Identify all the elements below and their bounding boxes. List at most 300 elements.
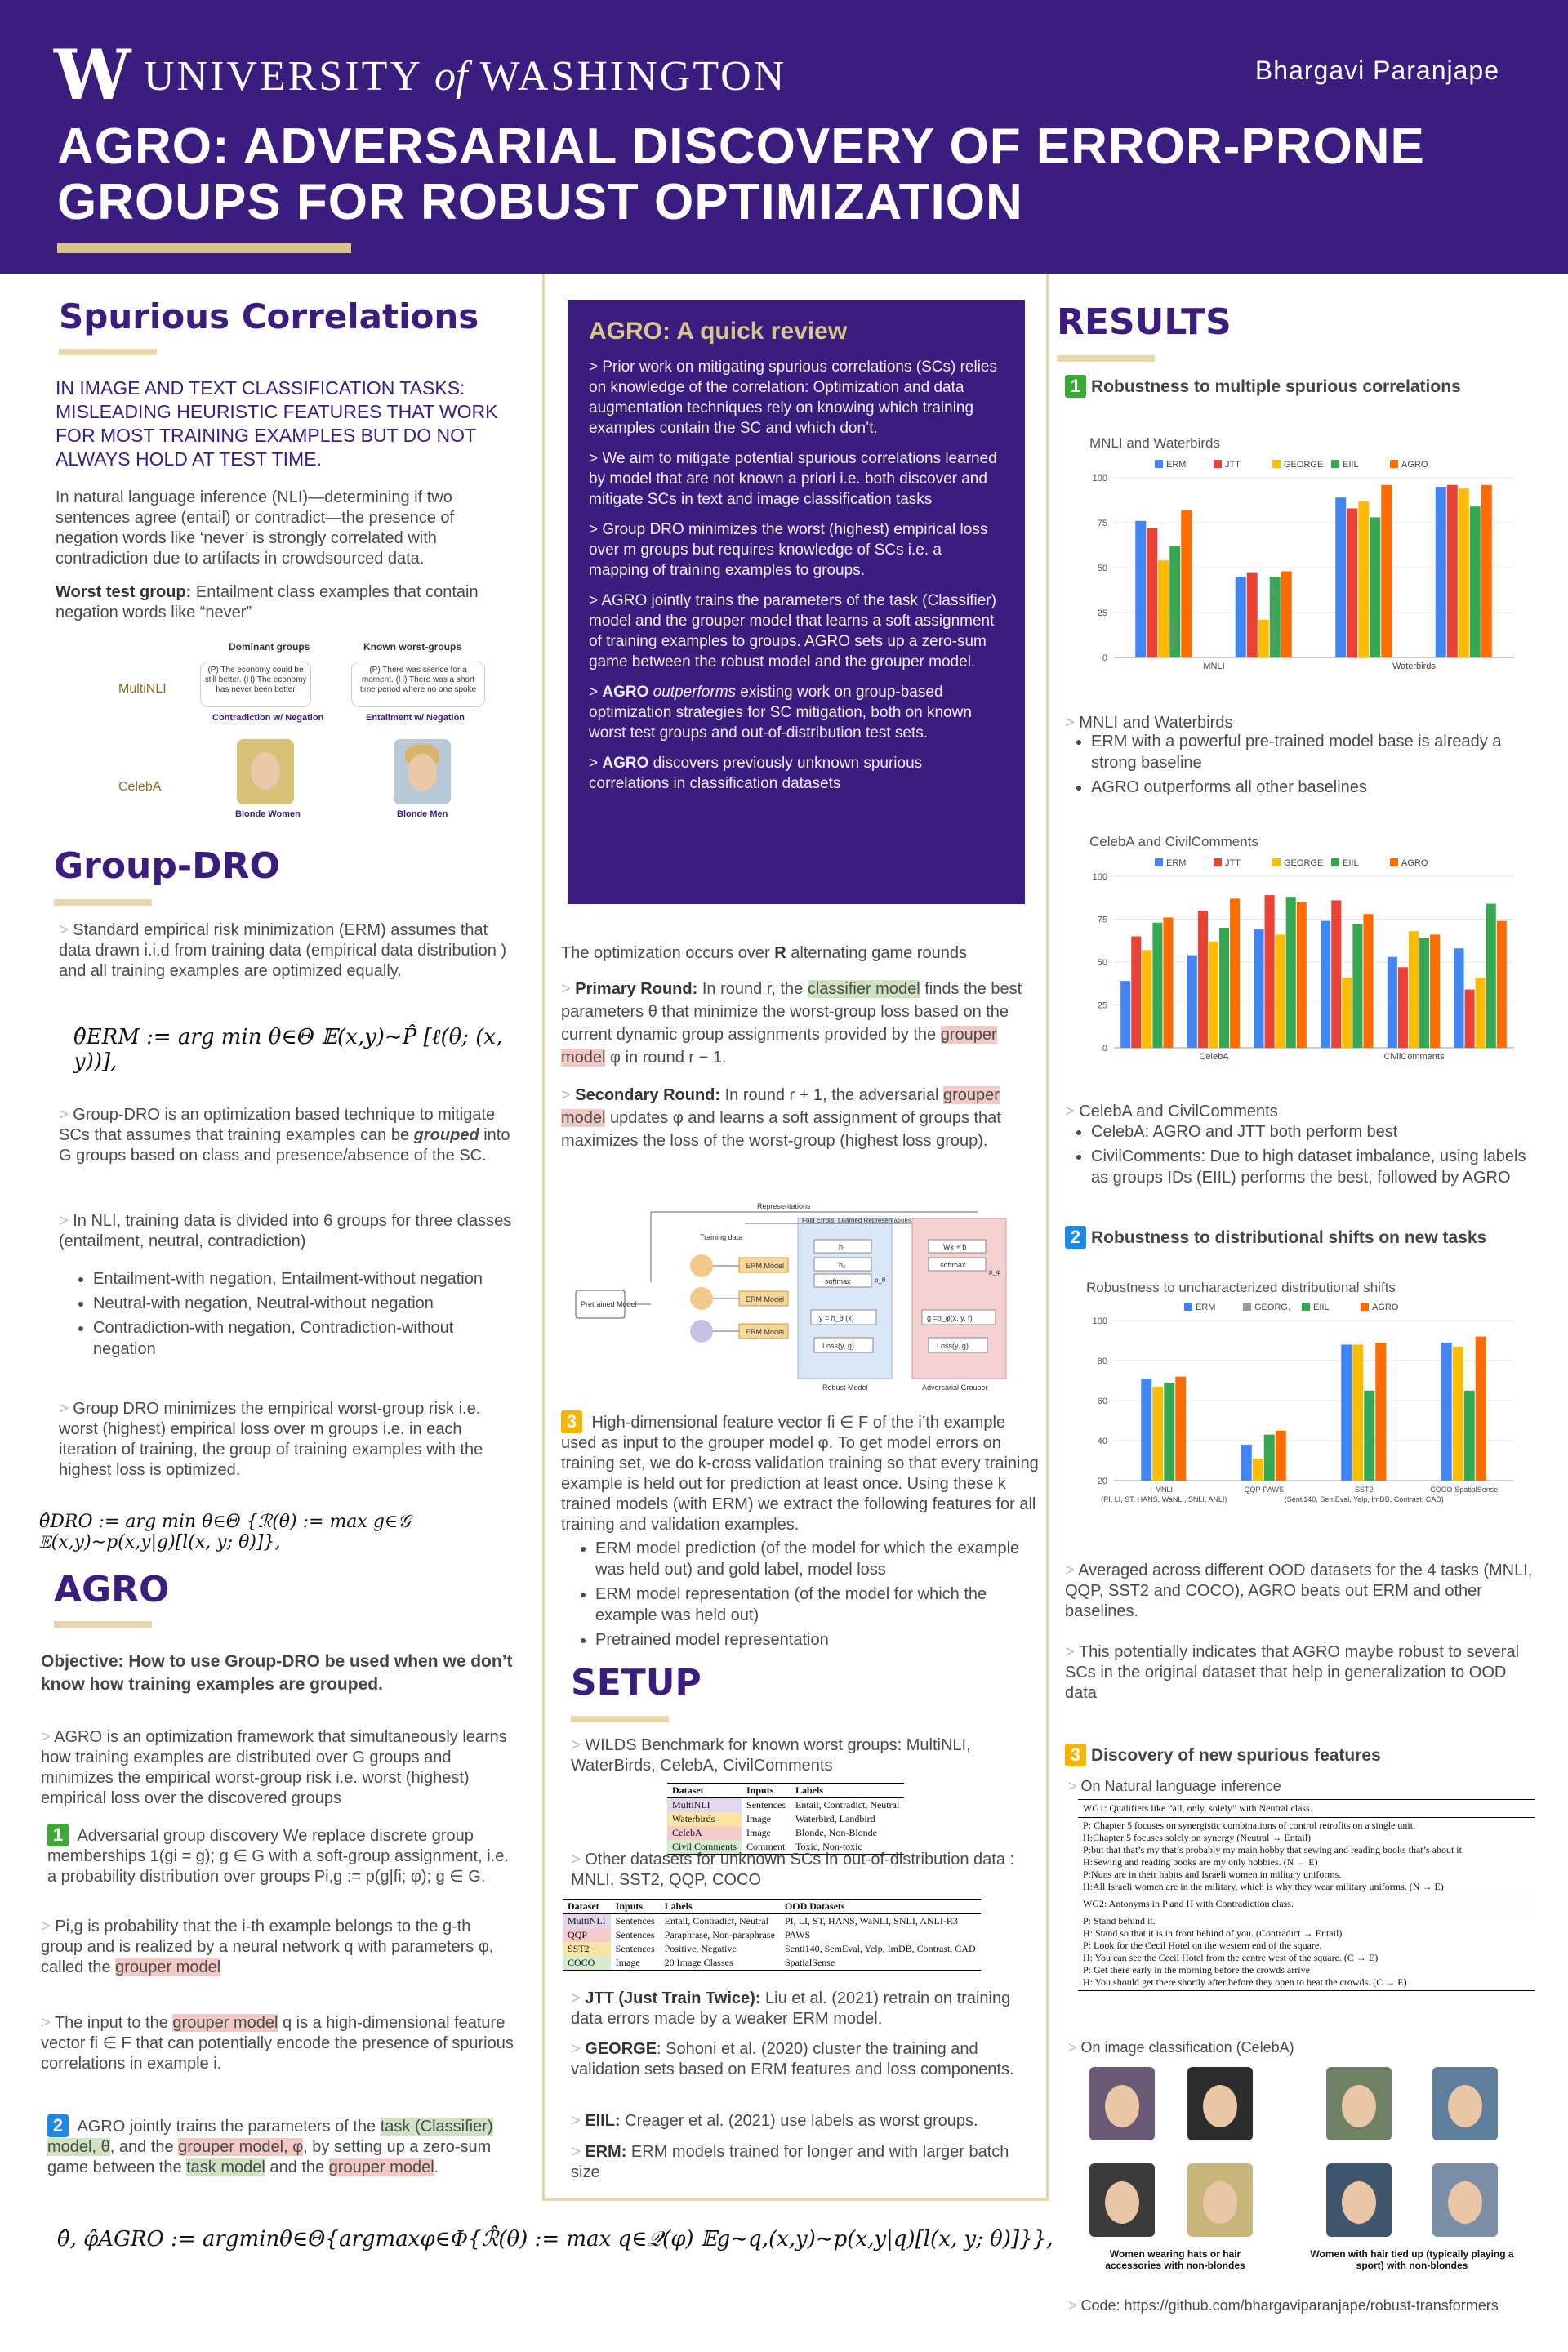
bar: [1236, 577, 1246, 657]
x-tick-label: QQP-PAWS: [1244, 1486, 1285, 1494]
y-tick-label: 20: [1097, 1477, 1107, 1486]
x-tick-label: CelebA: [1199, 1052, 1229, 1062]
list-item: • CelebA: AGRO and JTT both perform best: [1091, 1121, 1530, 1143]
blonde-woman-photo: [237, 739, 294, 804]
celeba-photo: [1089, 2067, 1155, 2140]
table-cell: Entail, Contradict, Neutral: [795, 1799, 900, 1811]
george-label: GEORGE: [585, 2040, 657, 2058]
x-tick-label: CivilComments: [1383, 1052, 1445, 1062]
bar: [1481, 485, 1492, 657]
fig-caption-blonde-women: Blonde Women: [235, 809, 301, 819]
worst-group-text: [56, 582, 513, 623]
bar: [1331, 900, 1341, 1048]
wg-line: P: Chapter 5 focuses on synergistic combinations of control retrofits on a single unit.: [1083, 1820, 1416, 1831]
agro-p5g: and the: [265, 2158, 329, 2176]
list-item: • Entailment-with negation, Entailment-without negation: [93, 1268, 516, 1290]
x-tick-label: (PI, LI, ST, HANS, WaNLI, SNLI, ANLI): [1101, 1495, 1227, 1503]
results-b1: > MNLI and Waterbirds: [1065, 714, 1233, 732]
chart-celeba-civilcomments: [1073, 852, 1530, 1080]
bar: [1158, 560, 1169, 657]
dataset-table-ood: [563, 1899, 981, 1971]
fig-col-dominant: Dominant groups: [229, 641, 310, 653]
dro-equation: θ̂DRO := arg min θ∈Θ {ℛ(θ) := max g∈𝒢 𝔼(x,y)∼p(x,y|g)[l(x, y; θ)]},: [39, 1512, 411, 1552]
results-img-label: > On image classification (CelebA): [1068, 2039, 1294, 2056]
table-row: [563, 1942, 981, 1956]
agro-p3: > Pi,g is probability that the i-th example belongs to the g-th group and is realized by a neural network q with parameters φ, called the grouper model: [41, 1918, 494, 1976]
bar: [1441, 1343, 1452, 1481]
spurious-heading: Spurious Correlations: [59, 296, 479, 336]
groupdro-p4: > Group DRO minimizes the empirical worst-group risk i.e. worst (highest) empirical loss over m groups i.e. in each iteration of training, the group of training examples with the highest loss is optimized.: [59, 1400, 483, 1479]
agro-p4a: The input to the: [54, 2014, 173, 2032]
agro-p5i: .: [434, 2158, 439, 2176]
legend-label: JTT: [1225, 460, 1241, 470]
bar: [1388, 957, 1397, 1048]
setup-eiil: > EIIL: Creager et al. (2021) use labels as worst groups.: [571, 2112, 978, 2130]
table-cell: SpatialSense: [784, 1957, 835, 1968]
bar: [1198, 911, 1208, 1048]
x-tick-label: MNLI: [1155, 1486, 1174, 1494]
legend-swatch: [1302, 1303, 1310, 1311]
diagram-h2: h₂: [839, 1261, 846, 1269]
review-p6: > AGRO discovers previously unknown spurious correlations in classification datasets: [589, 755, 923, 792]
diagram-training-data: Training data: [700, 1233, 743, 1241]
table-header: Labels: [664, 1900, 693, 1912]
wg-line: H: Stand so that it is in front behind of you. (Contradict → Entail): [1083, 1927, 1343, 1939]
table-cell: SST2: [563, 1942, 611, 1956]
results-b1-lead: MNLI and Waterbirds: [1079, 714, 1233, 732]
wg1-examples: [1078, 1818, 1535, 1895]
fig-col-worst: Known worst-groups: [363, 641, 461, 653]
bar: [1409, 931, 1419, 1048]
bar: [1142, 950, 1152, 1048]
george-text: : Sohoni et al. (2020) cluster the training and validation sets based on ERM features and loss components.: [571, 2040, 1014, 2078]
y-tick-label: 100: [1092, 474, 1107, 483]
table-cell: Sentences: [746, 1799, 786, 1811]
bar: [1453, 1347, 1463, 1481]
spurious-nli-text: In natural language inference (NLI)—determining if two sentences agree (entail) or contradict—the presence of negation words like ‘never’ is strongly correlated with contradiction due to artifacts in crowdsourced data.: [56, 488, 455, 568]
wg-line: P: Stand behind it.: [1083, 1915, 1156, 1927]
celeba-photo: [1432, 2163, 1498, 2237]
bar: [1276, 934, 1285, 1048]
table-cell: COCO: [563, 1956, 611, 1971]
wg-line: H: You can see the Cecil Hotel from the centre west of the square. (C → E): [1083, 1952, 1379, 1963]
grouper-model-highlight: grouper model: [172, 2014, 278, 2032]
legend-label: EIIL: [1343, 460, 1359, 470]
results-p1-text: Averaged across different OOD datasets for the 4 tasks (MNLI, QQP, SST2 and COCO), AGRO beats out ERM and other baselines.: [1065, 1561, 1533, 1620]
legend-label: EIIL: [1343, 858, 1359, 868]
review-p1-text: Prior work on mitigating spurious correlations (SCs) relies on knowledge of the correlation: Optimization and data augmentation techniques rely on knowing which training examples contain the SC and which don’t.: [589, 359, 997, 437]
groupdro-p2a: Group-DRO is an optimization based technique to mitigate SCs that assumes that training examples can be: [59, 1106, 496, 1144]
wg-line: P: Get there early in the morning before the crowds arrive: [1083, 1964, 1310, 1976]
legend-swatch: [1184, 1303, 1192, 1311]
table-row: [563, 1956, 981, 1971]
feature-vector-text: [561, 1410, 1043, 1535]
results-s3-title: Discovery of new spurious features: [1091, 1746, 1381, 1765]
results-s3: [1065, 1744, 1381, 1766]
table-header: OOD Datasets: [784, 1900, 845, 1912]
uw-logo-icon: W: [54, 34, 131, 115]
bar: [1254, 929, 1264, 1048]
bar: [1141, 1379, 1152, 1481]
agro-heading: AGRO: [54, 1569, 170, 1610]
celeba-photo: [1187, 2067, 1253, 2140]
x-tick-label: (Senti140, SemEval, Yelp, ImDB, Contrast, CAD): [1284, 1495, 1444, 1503]
groupdro-p3-text: In NLI, training data is divided into 6 groups for three classes (entailment, neutral, contradiction): [59, 1212, 512, 1250]
list-item: • Neutral-with negation, Neutral-without negation: [93, 1293, 516, 1314]
bar: [1175, 1377, 1186, 1481]
table-row: [563, 1914, 981, 1929]
dataset-table-known: [667, 1783, 904, 1855]
fig-row-celeba: CelebA: [118, 780, 162, 794]
bar: [1486, 904, 1496, 1048]
table-cell: CelebA: [667, 1826, 742, 1840]
table-header: Inputs: [746, 1784, 774, 1796]
architecture-diagram: [569, 1200, 1035, 1396]
legend-label: JTT: [1225, 858, 1241, 868]
opt-intro-r: R: [774, 944, 786, 962]
bar: [1265, 895, 1275, 1048]
results-s1: [1065, 375, 1461, 398]
legend-label: GEORG.: [1254, 1303, 1291, 1312]
bar: [1164, 1383, 1174, 1481]
review-p2-text: We aim to mitigate potential spurious correlations learned by model that are not known a priori i.e. both discover and mitigate SCs in text and image classification tasks: [589, 450, 997, 508]
list-item: • ERM model prediction (of the model for which the example was held out) and gold label, model loss: [595, 1538, 1027, 1580]
bar: [1258, 620, 1269, 657]
chart1-title: MNLI and Waterbirds: [1089, 435, 1220, 451]
data-chunk-2: [690, 1287, 713, 1310]
legend-label: ERM: [1196, 1303, 1216, 1312]
fig-row-multinli: MultiNLI: [118, 682, 167, 696]
legend-label: GEORGE: [1284, 858, 1324, 868]
primary-round: > Primary Round: In round r, the classifier model finds the best parameters θ that minimize the worst-group loss based on the current dynamic group assignments provided by the grouper model φ in round r − 1.: [561, 980, 1022, 1067]
y-tick-label: 25: [1097, 608, 1107, 618]
results-b1-list: [1057, 731, 1530, 801]
table-header: Labels: [795, 1784, 824, 1796]
results-s2-title: Robustness to distributional shifts on new tasks: [1091, 1228, 1487, 1247]
fig-caption-entailment: Entailment w/ Negation: [366, 713, 466, 723]
review-p4-text: AGRO jointly trains the parameters of the task (Classifier) model and the grouper model that learns a soft assignment of training examples to groups. AGRO sets up a zero-sum game between the robust model and the grouper model.: [589, 592, 996, 670]
review-p4: > AGRO jointly trains the parameters of the task (Classifier) model and the grouper model that learns a soft assignment of training examples to groups. AGRO sets up a zero-sum game between the robust model and the grouper model.: [589, 592, 996, 670]
y-tick-label: 0: [1102, 653, 1107, 663]
celeba-photo: [1089, 2163, 1155, 2237]
feature-vector-desc: High-dimensional feature vector fi ∈ F of the i’th example used as input to the grouper model φ. To get model errors on training set, we do k-cross validation training so that every training example is held out for prediction at least once. Using these k trained models (with ERM) we extract the following features for all training and validation examples.: [561, 1414, 1039, 1534]
wg2-title: WG2: Antonyms in P and H with Contradiction class.: [1078, 1895, 1535, 1913]
results-b2: > CelebA and CivilComments: [1065, 1102, 1278, 1120]
bar: [1341, 1344, 1352, 1481]
list-item: • CivilComments: Due to high dataset imbalance, using labels as groups IDs (EIIL) performs the best, followed by AGRO: [1091, 1146, 1530, 1188]
list-item: • ERM with a powerful pre-trained model base is already a strong baseline: [1091, 731, 1530, 773]
agro-p4b: q is a high-dimensional feature vector fi ∈ F that can potentially encode the presence of spurious correlations in example i.: [41, 2014, 514, 2073]
list-item: • Pretrained model representation: [595, 1629, 1027, 1650]
table-cell: Toxic, Non-toxic: [795, 1841, 862, 1852]
university-name: [144, 52, 786, 100]
primary-b: finds the best parameters θ that minimize the worst-group loss based on the current dynamic group assignments provided by the: [561, 980, 1022, 1044]
optimization-intro: [561, 943, 1043, 964]
bar: [1181, 510, 1192, 657]
agro-p5e: , by setting up a zero-sum game between the: [47, 2138, 492, 2176]
legend-swatch: [1361, 1303, 1369, 1311]
number-badge-2: 2: [47, 2114, 69, 2137]
agro-p5: [47, 2114, 513, 2178]
y-tick-label: 100: [1092, 872, 1107, 882]
setup-george: > GEORGE: Sohoni et al. (2020) cluster the training and validation sets based on ERM features and loss components.: [571, 2040, 1014, 2078]
classifier-model-highlight: classifier model: [807, 980, 920, 998]
table-cell: Civil Comments: [667, 1840, 742, 1855]
list-item: • ERM model representation (of the model for which the example was held out): [595, 1584, 1027, 1626]
feature-bullets: [561, 1538, 1027, 1654]
bar: [1209, 942, 1218, 1048]
bar: [1219, 928, 1229, 1048]
caption-tied-hair: Women with hair tied up (typically playing a sport) with non-blondes: [1310, 2248, 1514, 2271]
data-chunk-3: [690, 1320, 713, 1343]
agro-equation: θ̂, φ̂AGRO := argminθ∈Θ{argmaxφ∈Φ{ℛ̂(θ) := max q∈𝒬(φ) 𝔼g∼q,(x,y)∼p(x,y|q)[l(x, y; θ)]}},: [57, 2227, 1054, 2252]
review-p6-agro: AGRO: [602, 755, 649, 772]
primary-a: In round r, the: [697, 980, 808, 998]
setup-jtt: > JTT (Just Train Twice): Liu et al. (2021) retrain on training data errors made by a weaker ERM model.: [571, 1989, 1011, 2028]
diagram-ptheta: p_θ: [875, 1276, 886, 1284]
erm-text: ERM models trained for longer and with larger batch size: [571, 2143, 1009, 2181]
table-row: [667, 1798, 904, 1813]
setup-heading: SETUP: [571, 1662, 702, 1704]
y-tick-label: 75: [1097, 915, 1107, 925]
poster-title: [57, 119, 1425, 230]
erm-equation: θ̂ERM := arg min θ∈Θ 𝔼(x,y)∼P̂ [ℓ(θ; (x, y))],: [74, 1025, 503, 1074]
table-cell: Sentences: [615, 1929, 655, 1940]
number-badge-1: 1: [1065, 375, 1086, 398]
table-cell: Image: [615, 1957, 640, 1968]
title-line-1: AGRO: ADVERSARIAL DISCOVERY OF ERROR-PRONE: [57, 118, 1425, 175]
table-cell: Paraphrase, Non-paraphrase: [664, 1929, 775, 1940]
bar-annotation: Negation: [1169, 619, 1178, 649]
table-cell: Sentences: [615, 1915, 655, 1927]
bar: [1253, 1459, 1263, 1481]
review-p5-outperforms: outperforms: [648, 684, 737, 701]
diagram-g: g =p_φ(x, y, f): [927, 1314, 973, 1322]
review-p6-text: discovers previously unknown spurious correlations in classification datasets: [589, 755, 923, 792]
diagram-softmax-2: softmax: [940, 1261, 966, 1269]
eiil-label: EIIL:: [585, 2112, 621, 2130]
results-underline: [1057, 355, 1155, 362]
task-model-highlight: task model: [186, 2158, 265, 2176]
celeba-photo: [1326, 2067, 1392, 2140]
results-nli-label: > On Natural language inference: [1068, 1778, 1281, 1794]
fig-caption-blonde-men: Blonde Men: [397, 809, 448, 819]
caption-hats: Women wearing hats or hair accessories with non-blondes: [1105, 2248, 1245, 2271]
chart3-title: Robustness to uncharacterized distributional shifts: [1086, 1280, 1396, 1295]
university-name-of: of: [434, 53, 468, 100]
nli-label-text: On Natural language inference: [1080, 1778, 1281, 1794]
agro-p2: [47, 1824, 513, 1887]
worst-group-examples: [1078, 1799, 1535, 1991]
grouper-model-highlight: grouper model: [561, 1086, 1000, 1127]
dataset-table-2: [563, 1899, 981, 1971]
table-cell: Blonde, Non-Blonde: [795, 1827, 877, 1838]
agro-p1-text: AGRO is an optimization framework that simultaneously learns how training examples are distributed over G groups and minimizes the empirical worst-group risk i.e. worst (highest) empirical loss over the discovered groups: [41, 1728, 507, 1807]
diagram-softmax: softmax: [825, 1277, 851, 1285]
data-chunk-1: [690, 1254, 713, 1277]
primary-round-label: Primary Round:: [575, 980, 698, 998]
table-cell: 20 Image Classes: [664, 1957, 733, 1968]
grouper-model-highlight: grouper model: [561, 1026, 997, 1067]
bar: [1375, 1343, 1386, 1481]
x-tick-label: SST2: [1354, 1486, 1374, 1494]
table-cell: Waterbirds: [667, 1812, 742, 1826]
celeba-photo: [1432, 2067, 1498, 2140]
table-row: [667, 1812, 904, 1826]
diagram-erm-2: ERM Model: [746, 1295, 785, 1303]
setup-underline: [571, 1716, 669, 1722]
groupdro-p3: > In NLI, training data is divided into 6 groups for three classes (entailment, neutral, contradiction): [59, 1212, 512, 1250]
groupdro-bullets: [59, 1268, 516, 1363]
groupdro-p1: > Standard empirical risk minimization (ERM) assumes that data drawn i.i.d from training data (empirical data distribution ) and all training examples are optimized equally.: [59, 921, 507, 980]
table-header: Dataset: [672, 1784, 704, 1796]
review-p5-text: existing work on group-based optimization strategies for SC mitigation, both on known worst test groups and out-of-distribution test sets.: [589, 684, 972, 742]
wg-line: P: Look for the Cecil Hotel on the western end of the square.: [1083, 1940, 1322, 1951]
diagram-pphi: p_φ: [989, 1268, 1001, 1276]
number-badge-3: 3: [561, 1410, 582, 1433]
grouper-model-highlight: grouper model: [328, 2158, 434, 2176]
agro-p4: > The input to the grouper model q is a high-dimensional feature vector fi ∈ F that can potentially encode the presence of spurious correlations in example i.: [41, 2014, 514, 2073]
legend-swatch: [1243, 1303, 1251, 1311]
bar: [1363, 914, 1373, 1048]
bar: [1430, 934, 1440, 1048]
bar: [1454, 948, 1464, 1048]
legend-label: ERM: [1166, 858, 1187, 868]
results-heading: RESULTS: [1057, 301, 1232, 343]
code-link[interactable]: > Code: https://github.com/bhargaviparanjape/robust-transformers: [1068, 2297, 1499, 2314]
x-tick-label: Waterbirds: [1392, 662, 1436, 671]
bar: [1347, 508, 1357, 657]
diagram-erm-1: ERM Model: [746, 1262, 785, 1270]
img-label-text: On image classification (CelebA): [1080, 2039, 1294, 2056]
wg-line: H:Chapter 5 focuses solely on synergy (Neutral → Entail): [1083, 1832, 1312, 1843]
bar: [1147, 528, 1157, 657]
legend-label: GEORGE: [1284, 460, 1324, 470]
wg-line: H:Sewing and reading books are my only hobbies. (N → E): [1083, 1856, 1318, 1868]
title-line-2: GROUPS FOR ROBUST OPTIMIZATION: [57, 174, 1023, 230]
x-tick-label: MNLI: [1203, 662, 1225, 671]
opt-intro-c: alternating game rounds: [786, 944, 967, 962]
bar: [1459, 488, 1469, 657]
y-tick-label: 50: [1097, 958, 1107, 968]
y-tick-label: 100: [1092, 1316, 1107, 1326]
spurious-underline: [59, 349, 157, 355]
results-s2: [1065, 1226, 1486, 1249]
agro-p5c: , and the: [109, 2138, 179, 2156]
bar: [1321, 921, 1330, 1048]
wg2-examples: [1078, 1913, 1535, 1990]
table-cell: Positive, Negative: [664, 1943, 737, 1954]
chart-distribution-shift: [1073, 1296, 1530, 1525]
table-cell: PI, LI, ST, HANS, WaNLI, SNLI, ANLI-R3: [784, 1915, 958, 1927]
bar: [1241, 1445, 1252, 1481]
results-s1-title: Robustness to multiple spurious correlations: [1091, 377, 1461, 396]
results-p2-text: This potentially indicates that AGRO maybe robust to several SCs in the original dataset that help in generalization to OOD data: [1065, 1643, 1520, 1702]
agro-p3-text: Pi,g is probability that the i-th example belongs to the g-th group and is realized by a neural network q with parameters φ, called the: [41, 1918, 494, 1976]
opt-intro-a: The optimization occurs over: [561, 944, 775, 962]
bar-annotation: Lexical overlap - Ent: [1268, 582, 1277, 649]
bar: [1476, 978, 1486, 1048]
groupdro-p1-text: Standard empirical risk minimization (ERM) assumes that data drawn i.i.d from training data (empirical data distribution ) and all training examples are optimized equally.: [59, 921, 507, 980]
table-header: Inputs: [615, 1900, 644, 1912]
results-b2-list: [1057, 1121, 1530, 1192]
spurious-caps-text: IN IMAGE AND TEXT CLASSIFICATION TASKS: MISLEADING HEURISTIC FEATURES THAT WORK FOR MOST TRAINING EXAMPLES BUT DO NOT ALWAYS HOLD AT TEST TIME.: [56, 377, 498, 470]
groupdro-p4-text: Group DRO minimizes the empirical worst-group risk i.e. worst (highest) empirical loss over m groups i.e. in each iteration of training, the group of training examples with the highest loss is optimized.: [59, 1400, 483, 1479]
bar: [1286, 897, 1296, 1048]
bar: [1470, 506, 1481, 657]
results-p2: > This potentially indicates that AGRO maybe robust to several SCs in the original dataset that help in generalization to OOD data: [1065, 1643, 1520, 1702]
y-tick-label: 80: [1097, 1356, 1107, 1366]
review-p1: > Prior work on mitigating spurious correlations (SCs) relies on knowledge of the correlation: Optimization and data augmentation techniques rely on knowing which training examples contain the SC and which don’t.: [589, 359, 997, 437]
bar: [1476, 1337, 1486, 1481]
setup-p1: > WILDS Benchmark for known worst groups: MultiNLI, WaterBirds, CelebA, CivilComments: [571, 1736, 971, 1775]
legend-label: AGRO: [1401, 460, 1428, 470]
groupdro-p2: > Group-DRO is an optimization based technique to mitigate SCs that assumes that training examples can be grouped into G groups based on class and presence/absence of the SC.: [59, 1106, 510, 1165]
task-model-highlight: task (Classifier) model, θ: [47, 2118, 493, 2156]
bar: [1152, 1387, 1163, 1481]
review-p3-text: Group DRO minimizes the worst (highest) empirical loss over m groups but requires knowledge of SCs i.e. a mapping of training examples to groups.: [589, 521, 988, 579]
bar: [1335, 497, 1346, 657]
diagram-representations: Representations: [757, 1202, 811, 1210]
grouper-model-highlight: grouper model, φ: [178, 2138, 304, 2156]
bar: [1464, 1391, 1475, 1481]
results-p1: > Averaged across different OOD datasets for the 4 tasks (MNLI, QQP, SST2 and COCO), AGRO beats out ERM and other baselines.: [1065, 1561, 1533, 1620]
author-name: Bhargavi Paranjape: [1254, 56, 1499, 85]
secondary-round-label: Secondary Round:: [575, 1086, 721, 1104]
secondary-b: updates φ and learns a soft assignment of groups that maximizes the loss of the worst-group (highest loss group).: [561, 1109, 1001, 1150]
agro-p5a: AGRO jointly trains the parameters of the: [74, 2118, 381, 2136]
secondary-round: > Secondary Round: In round r + 1, the adversarial grouper model updates φ and learns a soft assignment of groups that maximizes the loss of the worst-group (highest loss group).: [561, 1086, 1001, 1150]
table-cell: Comment: [746, 1841, 786, 1852]
poster-header: [0, 0, 1568, 274]
bar: [1152, 923, 1162, 1048]
table-cell: Waterbird, Landbird: [795, 1813, 875, 1824]
chart2-title: CelebA and CivilComments: [1089, 834, 1258, 849]
eiil-text: Creager et al. (2021) use labels as worst groups.: [620, 2112, 978, 2130]
legend-swatch: [1155, 858, 1163, 866]
legend-swatch: [1390, 460, 1398, 468]
bar: [1465, 990, 1475, 1048]
celeba-photo: [1326, 2163, 1392, 2237]
bar: [1419, 938, 1429, 1048]
jtt-label: JTT (Just Train Twice):: [585, 1989, 761, 2007]
number-badge-3: 3: [1065, 1744, 1086, 1766]
bar: [1187, 956, 1197, 1048]
bar: [1436, 487, 1446, 657]
setup-erm: > ERM: ERM models trained for longer and with larger batch size: [571, 2143, 1009, 2181]
wg-line: P:but that that’s my that’s probably my main hobby that sewing and reading books that’s about it: [1083, 1844, 1462, 1855]
table-row: [667, 1826, 904, 1840]
bar: [1358, 501, 1369, 657]
title-underline: [57, 243, 351, 253]
list-item: • Contradiction-with negation, Contradiction-without negation: [93, 1317, 516, 1360]
review-p5-agro: AGRO: [602, 684, 649, 701]
table-cell: Entail, Contradict, Neutral: [664, 1915, 768, 1927]
quick-review-heading: AGRO: A quick review: [589, 318, 848, 345]
wg-line: H: You should get there shortly after before they open to beat the crowds. (C → E): [1083, 1976, 1407, 1988]
agro-objective: Objective: How to use Group-DRO be used when we don’t know how training examples are grouped.: [41, 1652, 513, 1694]
bar: [1447, 485, 1458, 657]
erm-label: ERM:: [585, 2143, 627, 2161]
agro-p1: > AGRO is an optimization framework that simultaneously learns how training examples are distributed over G groups and minimizes the empirical worst-group risk i.e. worst (highest) empirical loss over the discovered groups: [41, 1728, 507, 1807]
quick-review-box: [568, 300, 1025, 904]
code-link-text[interactable]: Code: https://github.com/bhargaviparanjape/robust-transformers: [1080, 2297, 1499, 2314]
bar: [1381, 485, 1392, 657]
diagram-loss-2: Loss(y, g): [937, 1342, 969, 1350]
bar: [1131, 937, 1141, 1049]
results-b2-lead: CelebA and CivilComments: [1079, 1102, 1278, 1120]
bar: [1364, 1391, 1374, 1481]
